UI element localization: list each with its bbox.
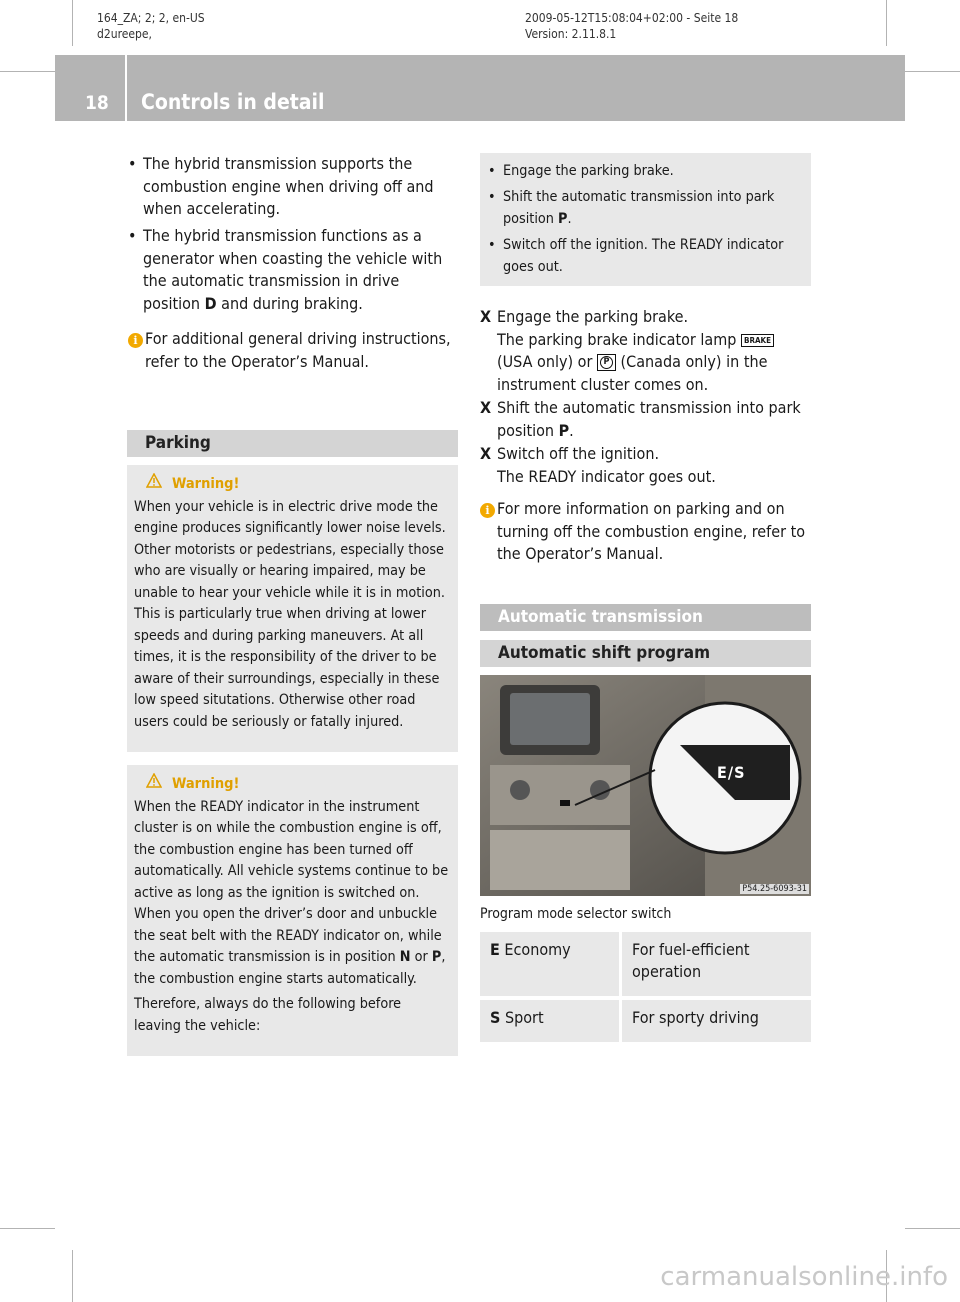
meta-doc-code: d2ureepe, xyxy=(97,27,152,41)
footer-watermark: carmanualsonline.info xyxy=(660,1262,948,1292)
step-text: Engage the parking brake. xyxy=(497,307,689,326)
mode-cell: E Economy xyxy=(480,932,621,998)
warning-text: When your vehicle is in electric drive mode the engine produces significantly lower noise levels. Other motorists or pedestrians, especially those who are visually or hearing impaired, may be unable to hear your vehicle while it is in motion. This is particularly true when driving at lower speeds and during parking maneuvers. At all times, it is the responsibility of the driver to be aware of their surroundings, especially in these low speed situtations. Otherwise other road users could be seriously or fatally injured. xyxy=(134,498,446,730)
meta-timestamp: 2009-05-12T15:08:04+02:00 - Seite 18 xyxy=(525,11,739,25)
switch-label: E/S xyxy=(717,763,746,782)
info-text: For more information on parking and on turning off the combustion engine, refer to the Operator’s Manual. xyxy=(497,499,806,563)
selector-switch-photo xyxy=(480,675,811,896)
bullet-text: The hybrid transmission supports the combustion engine when driving off and when accelerating. xyxy=(143,154,434,218)
page-number: 18 xyxy=(85,92,109,114)
step-text: Switch off the ignition. xyxy=(497,444,660,463)
section-heading-parking: Parking xyxy=(127,430,458,457)
page-title: Controls in detail xyxy=(141,90,325,114)
section-heading-automatic-shift-program: Automatic shift program xyxy=(480,640,811,667)
bullet-text: The hybrid transmission functions as a generator when coasting the vehicle with the automatic transmission in drive position D and during braking. xyxy=(143,226,443,313)
warning-box xyxy=(127,465,458,752)
step-item xyxy=(480,306,815,396)
info-icon: i xyxy=(480,498,495,521)
info-text: For additional general driving instructions, refer to the Operator’s Manual. xyxy=(145,329,451,371)
warning-text-2: Therefore, always do the following before leaving the vehicle: xyxy=(134,996,402,1034)
list-item: • Shift the automatic transmission into park position P. xyxy=(488,189,775,227)
brake-indicator-icon: BRAKE xyxy=(741,334,774,347)
info-note xyxy=(128,328,458,373)
crop-mark xyxy=(905,1228,960,1229)
step-text: The parking brake indicator lamp BRAKE xyxy=(497,329,815,352)
info-icon: i xyxy=(128,328,143,351)
step-text: The READY indicator goes out. xyxy=(497,466,716,486)
meta-version: Version: 2.11.8.1 xyxy=(525,27,617,41)
step-item xyxy=(480,397,815,442)
warning-header xyxy=(146,773,451,796)
bullet-item xyxy=(128,153,458,221)
bullet-marker: • xyxy=(128,154,137,173)
bullet-item xyxy=(128,225,458,315)
crop-mark xyxy=(0,71,55,72)
crop-mark xyxy=(72,1250,73,1302)
warning-title: Warning! xyxy=(172,775,240,792)
warning-title: Warning! xyxy=(172,475,240,492)
section-heading-automatic-transmission: Automatic transmission xyxy=(480,604,811,631)
table-row xyxy=(480,998,811,1044)
parking-brake-icon: P xyxy=(597,354,616,371)
mode-description: For sporty driving xyxy=(621,998,812,1044)
mode-table xyxy=(480,932,811,1046)
step-arrow-icon: X xyxy=(480,307,492,326)
info-note xyxy=(480,498,815,566)
list-item: • Switch off the ignition. The READY indicator goes out. xyxy=(488,237,784,275)
meta-doc-id: 164_ZA; 2; 2, en-US xyxy=(97,11,205,25)
step-text: (USA only) or P (Canada only) in the instrument cluster comes on. xyxy=(497,352,768,394)
crop-mark xyxy=(0,1228,55,1229)
warning-triangle-icon xyxy=(146,773,162,796)
mode-cell: S Sport xyxy=(480,998,621,1044)
step-arrow-icon: X xyxy=(480,398,492,417)
warning-triangle-icon xyxy=(146,473,162,496)
figure-caption: Program mode selector switch xyxy=(480,906,672,922)
crop-mark xyxy=(72,0,73,46)
crop-mark xyxy=(886,0,887,46)
warning-box xyxy=(127,765,458,1056)
warning-text: When the READY indicator in the instrument cluster is on while the combustion engine is off, the combustion engine has been turned off automatically. All vehicle systems continue to be active as long as the ignition is switched on. When you open the driver’s door and unbuckle the seat belt with the READY indicator on, while the automatic transmission is in position N or P, the combustion engine starts automatically. xyxy=(134,798,449,987)
meta-left xyxy=(97,10,205,42)
meta-right xyxy=(525,10,738,42)
step-text: Shift the automatic transmission into park position P. xyxy=(497,398,801,440)
step-arrow-icon: X xyxy=(480,444,492,463)
table-row xyxy=(480,932,811,998)
bullet-marker: • xyxy=(128,226,137,245)
list-item: • Engage the parking brake. xyxy=(488,163,674,179)
header-divider xyxy=(125,55,127,121)
step-item xyxy=(480,443,815,488)
mode-description: For fuel-efficient operation xyxy=(621,932,812,998)
warning-header xyxy=(146,473,451,496)
crop-mark xyxy=(905,71,960,72)
summary-box xyxy=(480,153,811,286)
photo-code: P54.25-6093-31 xyxy=(742,884,807,894)
